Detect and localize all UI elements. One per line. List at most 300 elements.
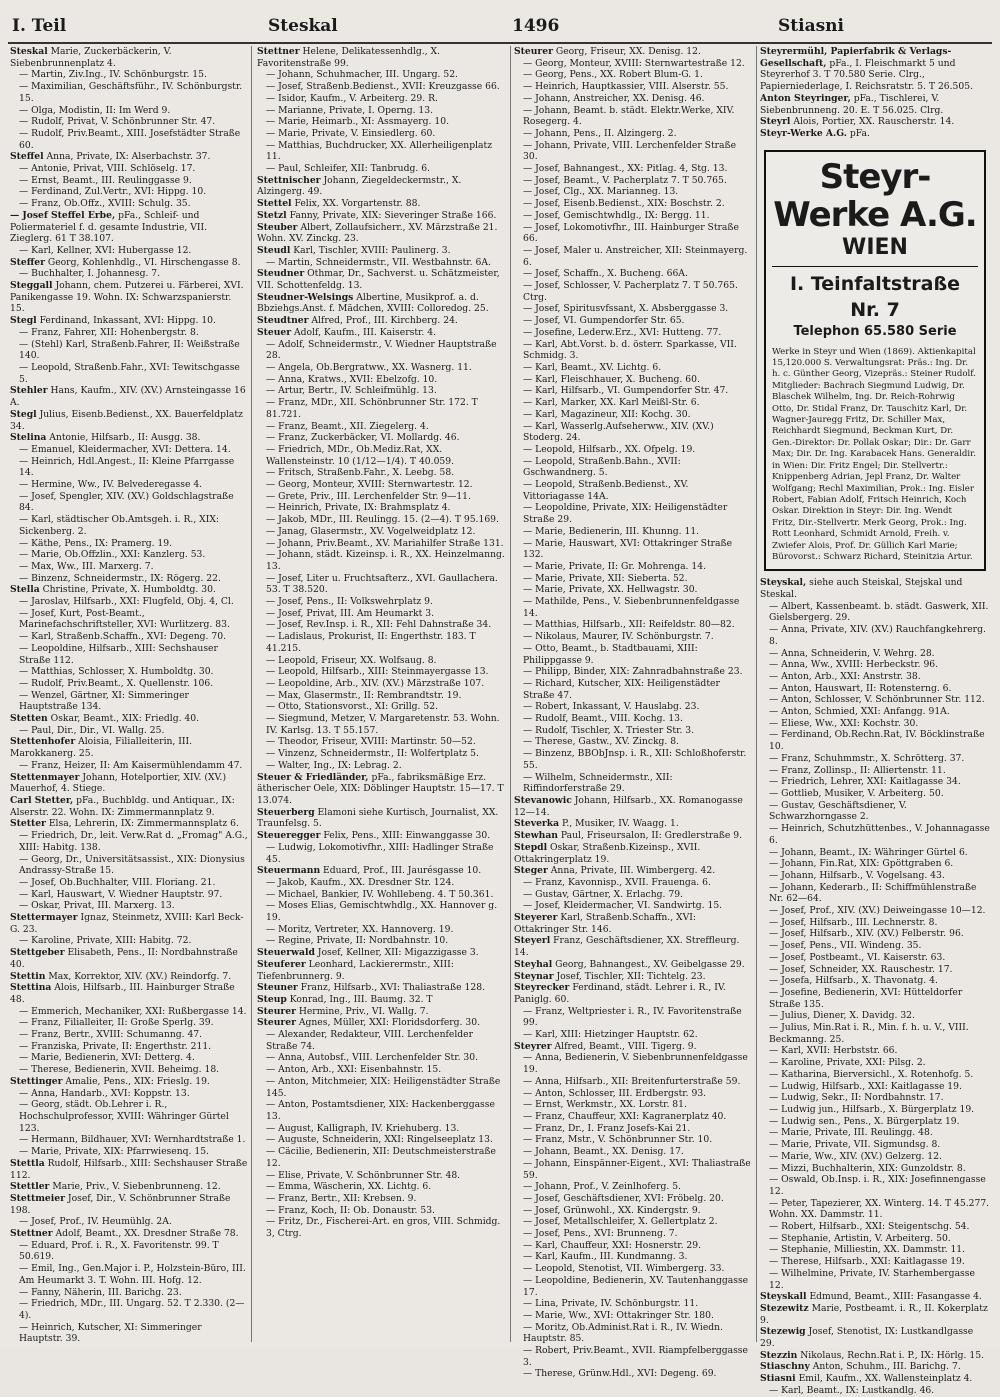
entry-text: Ignaz, Steinmetz, XVIII: Karl Beck-G. 23. xyxy=(10,912,244,935)
directory-entry xyxy=(514,81,752,93)
directory-entry xyxy=(514,1029,752,1041)
entry-surname: Stettla xyxy=(10,1157,45,1169)
directory-entry xyxy=(760,788,990,800)
directory-entry xyxy=(514,748,752,771)
directory-entry xyxy=(514,222,752,245)
directory-entry xyxy=(10,444,248,456)
entry-text: Rudolf, Hilfsarb., XIII: Sechshauser Straße 112. xyxy=(10,1157,248,1181)
entry-text: — Franz, Mstr., V. Schönbrunner Str. 10. xyxy=(523,1134,713,1146)
directory-entry xyxy=(257,421,507,433)
entry-surname: Steudner-Welsings xyxy=(257,291,354,303)
directory-entry xyxy=(514,362,752,374)
directory-entry xyxy=(760,694,990,706)
directory-entry xyxy=(514,444,752,456)
entry-text: — Franz, Heizer, II: Am Kaisermühlendamm 47. xyxy=(19,759,243,771)
entry-text: — Karl, Kellner, XVI: Hubergasse 12. xyxy=(19,244,192,256)
entry-text: — Paul, Dir., Dir., VI. Wallg. 25. xyxy=(19,724,165,736)
directory-entry xyxy=(257,1017,507,1029)
directory-entry xyxy=(514,198,752,210)
directory-entry xyxy=(514,713,752,725)
directory-entry xyxy=(257,807,507,830)
entry-surname: Stewhan xyxy=(514,830,558,842)
entry-text: Karl, Tischler, XVIII: Paulinerg. 3. xyxy=(293,244,451,256)
part-label: I. Teil xyxy=(12,16,67,36)
entry-surname: Steyrl xyxy=(760,116,791,128)
entry-text: — Anton, Hauswart, II: Rotensterng. 6. xyxy=(769,682,952,694)
entry-surname: Steuferer xyxy=(257,958,306,970)
directory-entry xyxy=(257,947,507,959)
directory-entry xyxy=(514,245,752,268)
entry-text: — Grete, Priv., III. Lerchenfelder Str. 9—11. xyxy=(266,490,471,502)
entry-text: — Ferdinand, Zul.Vertr., XVI: Hippg. 10. xyxy=(19,186,207,198)
entry-text: Adolf, Beamt., XX. Dresdner Straße 78. xyxy=(55,1228,239,1240)
entry-surname: Steuer xyxy=(257,326,292,338)
directory-entry xyxy=(514,93,752,105)
directory-entry xyxy=(10,760,248,772)
entry-text: — Marie, Private, XII: Sieberta. 52. xyxy=(523,572,688,584)
entry-text: — Marie, Private, XX. Hellwagstr. 30. xyxy=(523,584,698,596)
entry-text: P., Musiker, IV. Waagg. 1. xyxy=(562,818,679,830)
entry-text: Johann, Hilfsarb., XX. Romanogasse 12—14. xyxy=(514,795,743,818)
directory-entry xyxy=(760,1221,990,1233)
entry-text: — Josef, Hilfsarb., III. Lechnerstr. 8. xyxy=(769,916,938,928)
entry-text: — Josef, Hilfsarb., XIV. (XV.) Felberstr. 96. xyxy=(769,928,964,940)
entry-text: — Marie, Hauswart, XVI: Ottakringer Straße 132. xyxy=(523,537,733,561)
entry-text: — August, Kalligraph, IV. Kriehuberg. 13. xyxy=(266,1122,460,1134)
directory-entry xyxy=(257,830,507,842)
entry-text: — Anna, Kratws., XVII: Ebelzofg. 10. xyxy=(266,373,438,385)
entry-text: — Richard, Kutscher, XIX: Heiligenstädter Straße 47. xyxy=(523,677,720,701)
entry-text: — Wilhelm, Schneidermstr., XII: Riffindorferstraße 29. xyxy=(523,771,673,795)
entry-text: Elsa, Lehrerin, IX: Zimmermannsplatz 6. xyxy=(48,818,239,830)
entry-text: — Marianne, Private, I. Operng. 13. xyxy=(266,104,434,116)
entry-text: — Josef, Gemischtwhdlg., IX: Bergg. 11. xyxy=(523,209,710,221)
entry-text: — Marie, Private, VII. Sigmundsg. 8. xyxy=(769,1139,941,1151)
entry-text: — Josef, Prof., XIV. (XV.) Deiweingasse 10—12. xyxy=(769,905,986,917)
directory-entry xyxy=(514,280,752,303)
entry-surname: Steyhal xyxy=(514,958,553,970)
entry-text: — Gustav, Gärtner, X. Erlachg. 79. xyxy=(523,888,683,900)
entry-text: — Adolf, Schneidermstr., V. Wiedner Hauptstraße 28. xyxy=(266,338,497,362)
directory-entry xyxy=(514,877,752,889)
directory-entry xyxy=(10,1158,248,1181)
entry-text: Helene, Delikatessenhdlg., X. Favoritenstraße 99. xyxy=(257,46,440,69)
directory-entry xyxy=(10,1228,248,1240)
entry-surname: Steuner xyxy=(257,982,298,994)
entry-text: — Therese, Hilfsarb., XXI: Kaitlagasse 19. xyxy=(769,1256,965,1268)
guide-word-left: Steskal xyxy=(268,16,338,36)
entry-text: — Ladislaus, Prokurist, II: Engerthstr. 183. T 41.215. xyxy=(266,631,476,654)
directory-entry xyxy=(514,631,752,643)
directory-entry xyxy=(10,561,248,573)
directory-entry xyxy=(514,1275,752,1298)
directory-entry xyxy=(257,163,507,175)
directory-entry xyxy=(514,666,752,678)
entry-text: — Josef, Eisenb.Bedienst., XIX: Boschstr. 2. xyxy=(523,198,725,210)
entry-text: — Olga, Modistin, II: Im Werd 9. xyxy=(19,104,171,116)
entry-text: — Johann, Beamt., IX: Währinger Gürtel 6. xyxy=(769,846,968,858)
entry-text: — Franz, MDr., XII. Schönbrunner Str. 172. T 81.721. xyxy=(266,397,478,420)
directory-entry xyxy=(257,491,507,503)
entry-text: — Ernst, Beamt., III. Reulinggasse 9. xyxy=(19,174,192,186)
entry-text: — Max, Ww., III. Marxerg. 7. xyxy=(19,560,154,572)
directory-entry xyxy=(514,1111,752,1123)
directory-entry xyxy=(10,982,248,1005)
entry-text: — Rudolf, Privat, V. Schönbrunner Str. 47. xyxy=(19,116,216,128)
entry-surname: Stetter xyxy=(10,818,46,830)
entry-text: — Ludwig, Hilfsarb., XXI: Kaitlagasse 19. xyxy=(769,1080,962,1092)
directory-entry xyxy=(760,928,990,940)
entry-text: — Anna, Ww., XVIII: Herbeckstr. 96. xyxy=(769,659,939,671)
entry-surname: Carl Stetter, xyxy=(10,795,74,806)
directory-entry xyxy=(257,982,507,994)
column-2 xyxy=(257,46,507,1342)
directory-entry xyxy=(514,1205,752,1217)
entry-text: — Franz, Koch, II: Ob. Donaustr. 53. xyxy=(266,1204,435,1216)
entry-text: — Franz, Fahrer, XII: Hohenbergstr. 8. xyxy=(19,326,199,338)
entry-text: — Karl, Abt.Vorst. b. d. österr. Sparkasse, VII. Schmidg. 3. xyxy=(523,338,737,362)
column-4-entries xyxy=(760,577,990,1396)
entry-text: — Anna, Hilfsarb., XII: Breitenfurterstraße 59. xyxy=(523,1075,741,1087)
entry-text: — Anton, Schlosser, III. Erdbergstr. 93. xyxy=(523,1087,707,1099)
entry-surname: Steyskall xyxy=(760,1291,807,1303)
entry-text: — Karl, Marker, XX. Karl Meißl-Str. 6. xyxy=(523,397,700,409)
entry-text: pFa., Buchbldg. und Antiquar., IX: Alserstr. 22. Wohn. IX: Zimmermannplatz 9. xyxy=(10,795,235,818)
entry-text: — Gustav, Geschäftsdiener, V. Schwarzhorngasse 2. xyxy=(769,799,907,823)
entry-text: Anna, Private, IX: Alserbachstr. 37. xyxy=(46,151,211,163)
entry-text: — Julius, Diener, X. Davidg. 32. xyxy=(769,1010,915,1022)
entry-text: — Friedrich, MDr., III. Ungarg. 52. T 2.330. (2—4). xyxy=(19,1298,245,1321)
directory-entry xyxy=(257,292,507,315)
entry-text: — Josef, Metallschleifer, X. Gellertplatz 2. xyxy=(523,1216,718,1228)
entry-text: — Johann, städt. Kizeinsp. i. R., XX. Heinzelmanng. 13. xyxy=(266,549,505,572)
entry-text: — Mizzi, Buchhalterin, XIX: Gunzoldstr. 8. xyxy=(769,1162,966,1174)
directory-entry xyxy=(10,116,248,128)
directory-entry xyxy=(257,397,507,420)
entry-text: — Leopoldine, Bedienerin, XV. Tautenhanggasse 17. xyxy=(523,1274,749,1298)
entry-text: — Philipp, Binder, XIX: Zahnradbahnstraße 23. xyxy=(523,666,743,678)
entry-text: — Johann, Schuhmacher, III. Ungarg. 52. xyxy=(266,69,458,81)
column-divider xyxy=(510,46,511,1342)
directory-entry xyxy=(257,865,507,877)
directory-entry xyxy=(257,842,507,865)
entry-text: — Georg, städt. Ob.Lehrer i. R., Hochschulprofessor, XVIII: Währinger Gürtel 123. xyxy=(19,1099,229,1134)
directory-entry xyxy=(10,1181,248,1193)
entry-text: Fanny, Private, XIX: Sieveringer Straße 166. xyxy=(289,209,497,221)
entry-surname: Steudl xyxy=(257,244,291,256)
directory-entry xyxy=(760,1104,990,1116)
directory-entry xyxy=(514,1052,752,1075)
directory-entry xyxy=(514,1123,752,1135)
directory-entry xyxy=(257,1181,507,1193)
directory-entry xyxy=(514,1158,752,1181)
entry-text: — Artur, Bertr., IV. Schleifmühlg. 13. xyxy=(266,385,437,397)
directory-entry xyxy=(514,561,752,573)
ad-body-text: Werke in Steyr und Wien (1869). Aktienkapital 15,120.000 S. Verwaltungsrat: Präs.: Ing. Dr. h. c. Günther Georg, Vizepräs.: Steiner Rudolf. Mitglieder: Bachrach Siegmund Ludwig, Dr. Blaschek Wilhelm, Ing. Dr. Reich-Rohrwig Otto, Dr. Stidal Franz, Dr. Tauschitz Karl, Dr. Wagner-Jauregg Fritz, Dr. Schiller Max, Reichhardt Siegmund, Beckman Kurt, Dr. Gen.-Direktor: Dr. Pollak Oskar; Dir.: Dr. Garr Max; Dir. Dr. Ing. Karabacek Hans. Generaldir. in Wien: Dir. Fritz Engel; Dir. Stellvertr.: Knippenberg Adrian, Jepl Franz, Dr. Walter Wolfgang; Rechl Maximilian, Prok.: Ing. Eisler Robert, Fabian Adolf, Fritsch Heinrich, Koch Oskar. Direktion in Steyr: Dir. Ing. Wendt Fritz, Dir.-Stellvertr. Merk Georg, Prok.: Ing. Rott Leonhard, Schmidt Arnold, Freih. v. Zwiefer Alois, Prof. Dr. Güllich Karl Marie; Bürovorst.: Schwarz Richard, Steinitzia Artur. xyxy=(772,346,977,562)
entry-text: — Anton, Mitchmeier, XIX: Heiligenstädter Straße 145. xyxy=(266,1075,501,1099)
entry-text: Agnes, Müller, XXI: Floridsdorferg. 30. xyxy=(298,1017,481,1029)
directory-entry xyxy=(10,818,248,830)
directory-entry xyxy=(514,842,752,865)
directory-entry xyxy=(760,671,990,683)
entry-surname: — Josef Steffel Erbe, xyxy=(10,209,116,221)
entry-text: — Oskar, Privat, III. Marxerg. 13. xyxy=(19,900,175,912)
directory-entry xyxy=(10,268,248,280)
entry-text: — Jakob, MDr., III. Reulingg. 15. (2—4). T 95.169. xyxy=(266,514,499,526)
entry-surname: Stettel xyxy=(257,198,292,210)
directory-entry xyxy=(514,1216,752,1228)
entry-surname: Stettnischer xyxy=(257,174,321,186)
entry-text: — Leopoldine, Arb., XIV. (XV.) Märzstraße 107. xyxy=(266,677,485,689)
entry-text: — Oswald, Ob.Insp. i. R., XIX: Josefinnengasse 12. xyxy=(769,1174,986,1197)
entry-text: Josef, Dir., V. Schönbrunner Straße 198. xyxy=(10,1192,231,1216)
directory-entry xyxy=(760,1303,990,1326)
entry-text: — Gottlieb, Musiker, V. Arbeiterg. 50. xyxy=(769,788,944,799)
directory-entry xyxy=(257,889,507,901)
entry-text: — Johann, Hilfsarb., V. Vogelsang. 43. xyxy=(769,869,945,881)
entry-text: Aloisia, Filialleiterin, III. Marokkanerg. 25. xyxy=(10,736,193,760)
page-header xyxy=(0,14,1000,40)
entry-text: — Leopold, Straßenb.Bahn., XVII: Gschwandnerg. 5. xyxy=(523,455,681,479)
entry-text: Christine, Private, X. Humboldtg. 30. xyxy=(42,584,216,596)
entry-text: — (Stehl) Karl, Straßenb.Fahrer, II: Weißstraße 140. xyxy=(19,338,240,362)
entry-text: — Heinrich, Hdl.Angest., II: Kleine Pfarrgasse 14. xyxy=(19,455,235,479)
directory-entry xyxy=(760,116,990,128)
entry-text: — Matthias, Hilfsarb., XII: Reifeldstr. 80—82. xyxy=(523,619,735,631)
directory-entry xyxy=(10,736,248,759)
entry-text: — Karl, Fleischhauer, X. Bucheng. 60. xyxy=(523,373,700,385)
directory-entry xyxy=(514,268,752,280)
directory-entry xyxy=(10,947,248,970)
directory-entry xyxy=(257,701,507,713)
entry-text: — Ludwig jun., Hilfsarb., X. Bürgerplatz 19. xyxy=(769,1103,975,1115)
directory-entry xyxy=(257,631,507,654)
directory-entry xyxy=(514,385,752,397)
entry-text: — Eduard, Prof. i. R., X. Favoritenstr. 99. T 50.619. xyxy=(19,1239,219,1263)
entry-surname: Steyerl xyxy=(514,935,551,947)
entry-text: Julius, Eisenb.Bedienst., XX. Bauerfeldplatz 34. xyxy=(10,408,243,432)
directory-entry xyxy=(514,1345,752,1368)
entry-surname: Anton Steyringer, xyxy=(760,92,851,104)
directory-entry xyxy=(760,917,990,929)
entry-text: — Julius, Min.Rat i. R., Min. f. h. u. V., VIII. Beckmanng. 25. xyxy=(769,1022,969,1045)
directory-entry xyxy=(514,935,752,958)
entry-text: — Georg, Monteur, XVIII: Sternwartestraße 12. xyxy=(523,57,745,69)
directory-entry xyxy=(10,1216,248,1228)
directory-entry xyxy=(514,1099,752,1111)
directory-entry xyxy=(760,823,990,846)
directory-entry xyxy=(10,608,248,631)
directory-entry xyxy=(514,818,752,830)
entry-text: — Friedrich, Lehrer, XXI: Kaitlagasse 34. xyxy=(769,776,961,788)
directory-entry xyxy=(257,608,507,620)
directory-entry xyxy=(760,683,990,695)
entry-text: — Fritsch, Straßenb.Fahr., X. Leebg. 58. xyxy=(266,467,455,479)
directory-entry xyxy=(257,690,507,702)
entry-text: — Karl, Chauffeur, XXI: Hosnerstr. 29. xyxy=(523,1239,702,1251)
entry-text: — Isidor, Kaufm., V. Arbeiterg. 29. R. xyxy=(266,92,438,104)
directory-entry xyxy=(760,1092,990,1104)
entry-text: Franz, Hilfsarb., XVI: Thaliastraße 128. xyxy=(300,982,485,994)
entry-surname: Stettler xyxy=(10,1181,50,1193)
entry-text: — Marie, Ww., XIV. (XV.) Gelzerg. 12. xyxy=(769,1150,942,1162)
entry-text: — Anna, Schneiderin, V. Wehrg. 28. xyxy=(769,647,935,659)
entry-text: — Josef, Maler u. Anstreicher, XII: Steinmayerg. 6. xyxy=(523,244,748,268)
directory-entry xyxy=(760,46,990,93)
entry-surname: Steuber xyxy=(257,221,298,233)
entry-text: — Marie, Bedienerin, III. Khunng. 11. xyxy=(523,525,700,537)
entry-text: Johann, Hotelportier, XIV. (XV.) Mauerhof, 4. Stiege. xyxy=(10,771,227,795)
directory-entry xyxy=(10,912,248,935)
guide-word-right: Stiasni xyxy=(778,16,844,36)
ad-logo: Steyr-Werke A.G. xyxy=(773,156,977,235)
directory-entry xyxy=(257,549,507,572)
entry-text: — Buchhalter, I. Johannesg. 7. xyxy=(19,268,161,280)
directory-entry xyxy=(514,1263,752,1275)
entry-text: Georg, Kohlenhdlg., VI. Hirschengasse 8. xyxy=(47,256,241,268)
directory-entry xyxy=(257,374,507,386)
directory-entry xyxy=(10,889,248,901)
entry-surname: Stepdl xyxy=(514,841,548,853)
directory-entry xyxy=(10,210,248,245)
entry-surname: Steueregger xyxy=(257,830,321,842)
directory-entry xyxy=(10,479,248,491)
entry-text: — Fritz, Dr., Fischerei-Art. en gros, VIII. Schmidg. 3, Ctrg. xyxy=(266,1216,501,1240)
directory-entry xyxy=(760,1163,990,1175)
directory-entry xyxy=(514,421,752,444)
entry-text: — Nikolaus, Maurer, IV. Schönburgstr. 7. xyxy=(523,631,714,643)
directory-entry xyxy=(257,573,507,596)
directory-entry xyxy=(10,245,248,257)
directory-entry xyxy=(10,1088,248,1100)
directory-entry xyxy=(514,538,752,561)
entry-text: — Auguste, Schneiderin, XXI: Ringelseeplatz 13. xyxy=(266,1134,493,1146)
entry-surname: Steyskal, xyxy=(760,577,807,589)
entry-surname: Stegl xyxy=(10,315,37,327)
directory-entry xyxy=(514,1076,752,1088)
entry-surname: Steyr-Werke A.G. xyxy=(760,127,847,139)
directory-entry xyxy=(10,385,248,408)
directory-entry xyxy=(257,315,507,327)
entry-text: siehe auch Steiskal, Stejskal und Steskal. xyxy=(760,577,963,601)
entry-text: — Therese, Bedienerin, XVII. Beheimg. 18. xyxy=(19,1064,220,1076)
entry-text: — Emanuel, Kleidermacher, XVI: Dettera. 14. xyxy=(19,443,231,455)
entry-text: — Robert, Hilfsarb., XXI: Steigentschg. 54. xyxy=(769,1221,970,1233)
entry-text: — Franz, Chauffeur, XXI: Kagranerplatz 40. xyxy=(523,1110,727,1122)
entry-text: Nikolaus, Rechn.Rat i. P., IX: Hörlg. 15. xyxy=(800,1349,984,1361)
entry-surname: Stetzl xyxy=(257,209,287,221)
entry-text: — Karl, XVII: Herbststr. 66. xyxy=(769,1045,898,1057)
entry-text: Alois, Hilfsarb., III. Hainburger Straße 48. xyxy=(10,982,235,1005)
directory-entry xyxy=(257,772,507,807)
directory-entry xyxy=(10,456,248,479)
directory-entry xyxy=(10,877,248,889)
entry-text: — Katharina, Bierversichl., X. Rotenhofg. 5. xyxy=(769,1068,974,1080)
entry-text: — Ludwig sen., Pens., X. Bürgerplatz 19. xyxy=(769,1115,960,1127)
entry-text: Othmar, Dr., Sachverst. u. Schätzmeister, VII. Schottenfeldg. 13. xyxy=(257,268,500,292)
directory-entry xyxy=(10,678,248,690)
directory-entry xyxy=(257,502,507,514)
entry-surname: Stella xyxy=(10,584,40,596)
directory-entry xyxy=(514,1181,752,1193)
directory-entry xyxy=(10,280,248,315)
directory-entry xyxy=(257,268,507,291)
entry-surname: Steyrer xyxy=(514,1040,552,1052)
directory-entry xyxy=(257,140,507,163)
entry-text: — Anna, Bedienerin, V. Siebenbrunnenfeldgasse 19. xyxy=(523,1052,748,1076)
entry-text: — Friedrich, Dr., leit. Verw.Rat d. „Fromag" A.G., XIII: Habitg. 138. xyxy=(19,830,248,853)
entry-surname: Stettner xyxy=(10,1228,53,1240)
entry-text: — Franz, Ob.Offz., XVIII: Schulg. 35. xyxy=(19,198,191,210)
directory-entry xyxy=(10,151,248,163)
directory-entry xyxy=(514,128,752,140)
entry-surname: Stettina xyxy=(10,982,52,994)
directory-entry xyxy=(514,339,752,362)
page-number: 1496 xyxy=(512,16,560,36)
entry-text: — Marie, Private, II: Gr. Mohrenga. 14. xyxy=(523,560,706,572)
column-4-top-entries xyxy=(760,46,990,140)
entry-text: — Albert, Kassenbeamt. b. städt. Gaswerk, XII. Gielsbergerg. 29. xyxy=(769,600,989,624)
entry-text: — Franz, Filialleiter, II: Große Sperlg. 39. xyxy=(19,1017,214,1029)
entry-text: — Otto, Beamt., b. Stadtbauami, XIII: Philippgasse 9. xyxy=(523,642,698,666)
directory-entry xyxy=(10,175,248,187)
directory-entry xyxy=(760,975,990,987)
entry-text: — Karl, Beamt., IX: Lustkandlg. 46. xyxy=(769,1384,935,1396)
directory-entry xyxy=(10,1017,248,1029)
entry-text: — Ernst, Werkmstr., XX. Lorstr. 81. xyxy=(523,1099,687,1111)
directory-entry xyxy=(514,912,752,935)
entry-text: — Johann, Fin.Rat, XIX: Gpöttgraben 6. xyxy=(769,858,954,870)
directory-entry xyxy=(10,362,248,385)
entry-text: Paul, Friseursalon, II: Gredlerstraße 9. xyxy=(560,830,743,842)
directory-entry xyxy=(760,964,990,976)
entry-text: — Leopold, Straßenb.Fahr., XVI: Tewitschgasse 5. xyxy=(19,361,240,385)
directory-entry xyxy=(760,800,990,823)
entry-text: — Karl, Kaufm., III. Kundmanng. 3. xyxy=(523,1251,688,1263)
entry-text: — Ludwig, Lokomotivfhr., XIII: Hadlinger Straße 45. xyxy=(266,841,494,865)
column-divider xyxy=(251,46,252,1342)
entry-surname: Steggall xyxy=(10,280,53,292)
entry-text: — Jakob, Kaufm., XX. Dresdner Str. 124. xyxy=(266,876,455,888)
directory-entry xyxy=(257,655,507,667)
entry-text: Alfred, Beamt., VIII. Tigerg. 9. xyxy=(554,1040,697,1052)
entry-text: — Heinrich, Schutzhüttenbes., V. Johannagasse 6. xyxy=(769,823,990,846)
entry-text: — Marie, Ww., XVI: Ottakringer Str. 180. xyxy=(523,1309,714,1321)
directory-entry xyxy=(10,128,248,151)
entry-text: — Karoline, Private, XIII: Habitg. 72. xyxy=(19,935,192,947)
directory-entry xyxy=(257,1052,507,1064)
directory-entry xyxy=(257,81,507,93)
entry-text: — Otto, Stationsvorst., XI: Grillg. 52. xyxy=(266,701,439,713)
entry-text: — Elise, Private, V. Schönbrunner Str. 48. xyxy=(266,1169,461,1181)
entry-surname: Steger xyxy=(514,865,548,877)
column-1 xyxy=(10,46,248,1345)
directory-entry xyxy=(10,596,248,608)
directory-entry xyxy=(514,959,752,971)
entry-text: — Josef, Liter u. Fruchtsafterz., XVI. Gaullachera. 53. T 38.520. xyxy=(266,572,498,596)
entry-text: — Franz, Bertr., XII: Krebsen. 9. xyxy=(266,1192,417,1204)
directory-entry xyxy=(257,760,507,772)
entry-text: pFa., fabriksmäßige Erz. ätherischer Oele, XIX: Döblinger Hauptstr. 15—17. T 13.074. xyxy=(257,771,504,806)
entry-text: Antonie, Hilfsarb., II: Ausgg. 38. xyxy=(49,432,201,444)
entry-text: — Karoline, Private, XXI: Pilsg. 2. xyxy=(769,1057,926,1069)
directory-entry xyxy=(514,1088,752,1100)
entry-text: Max, Korrektor, XIV. (XV.) Reindorfg. 7. xyxy=(48,970,232,982)
directory-entry xyxy=(10,1006,248,1018)
directory-entry xyxy=(10,69,248,81)
entry-text: Eduard, Prof., III. Jaurésgasse 10. xyxy=(323,865,482,877)
entry-text: — Theodor, Friseur, XVIII: Martinstr. 50—52. xyxy=(266,736,476,748)
